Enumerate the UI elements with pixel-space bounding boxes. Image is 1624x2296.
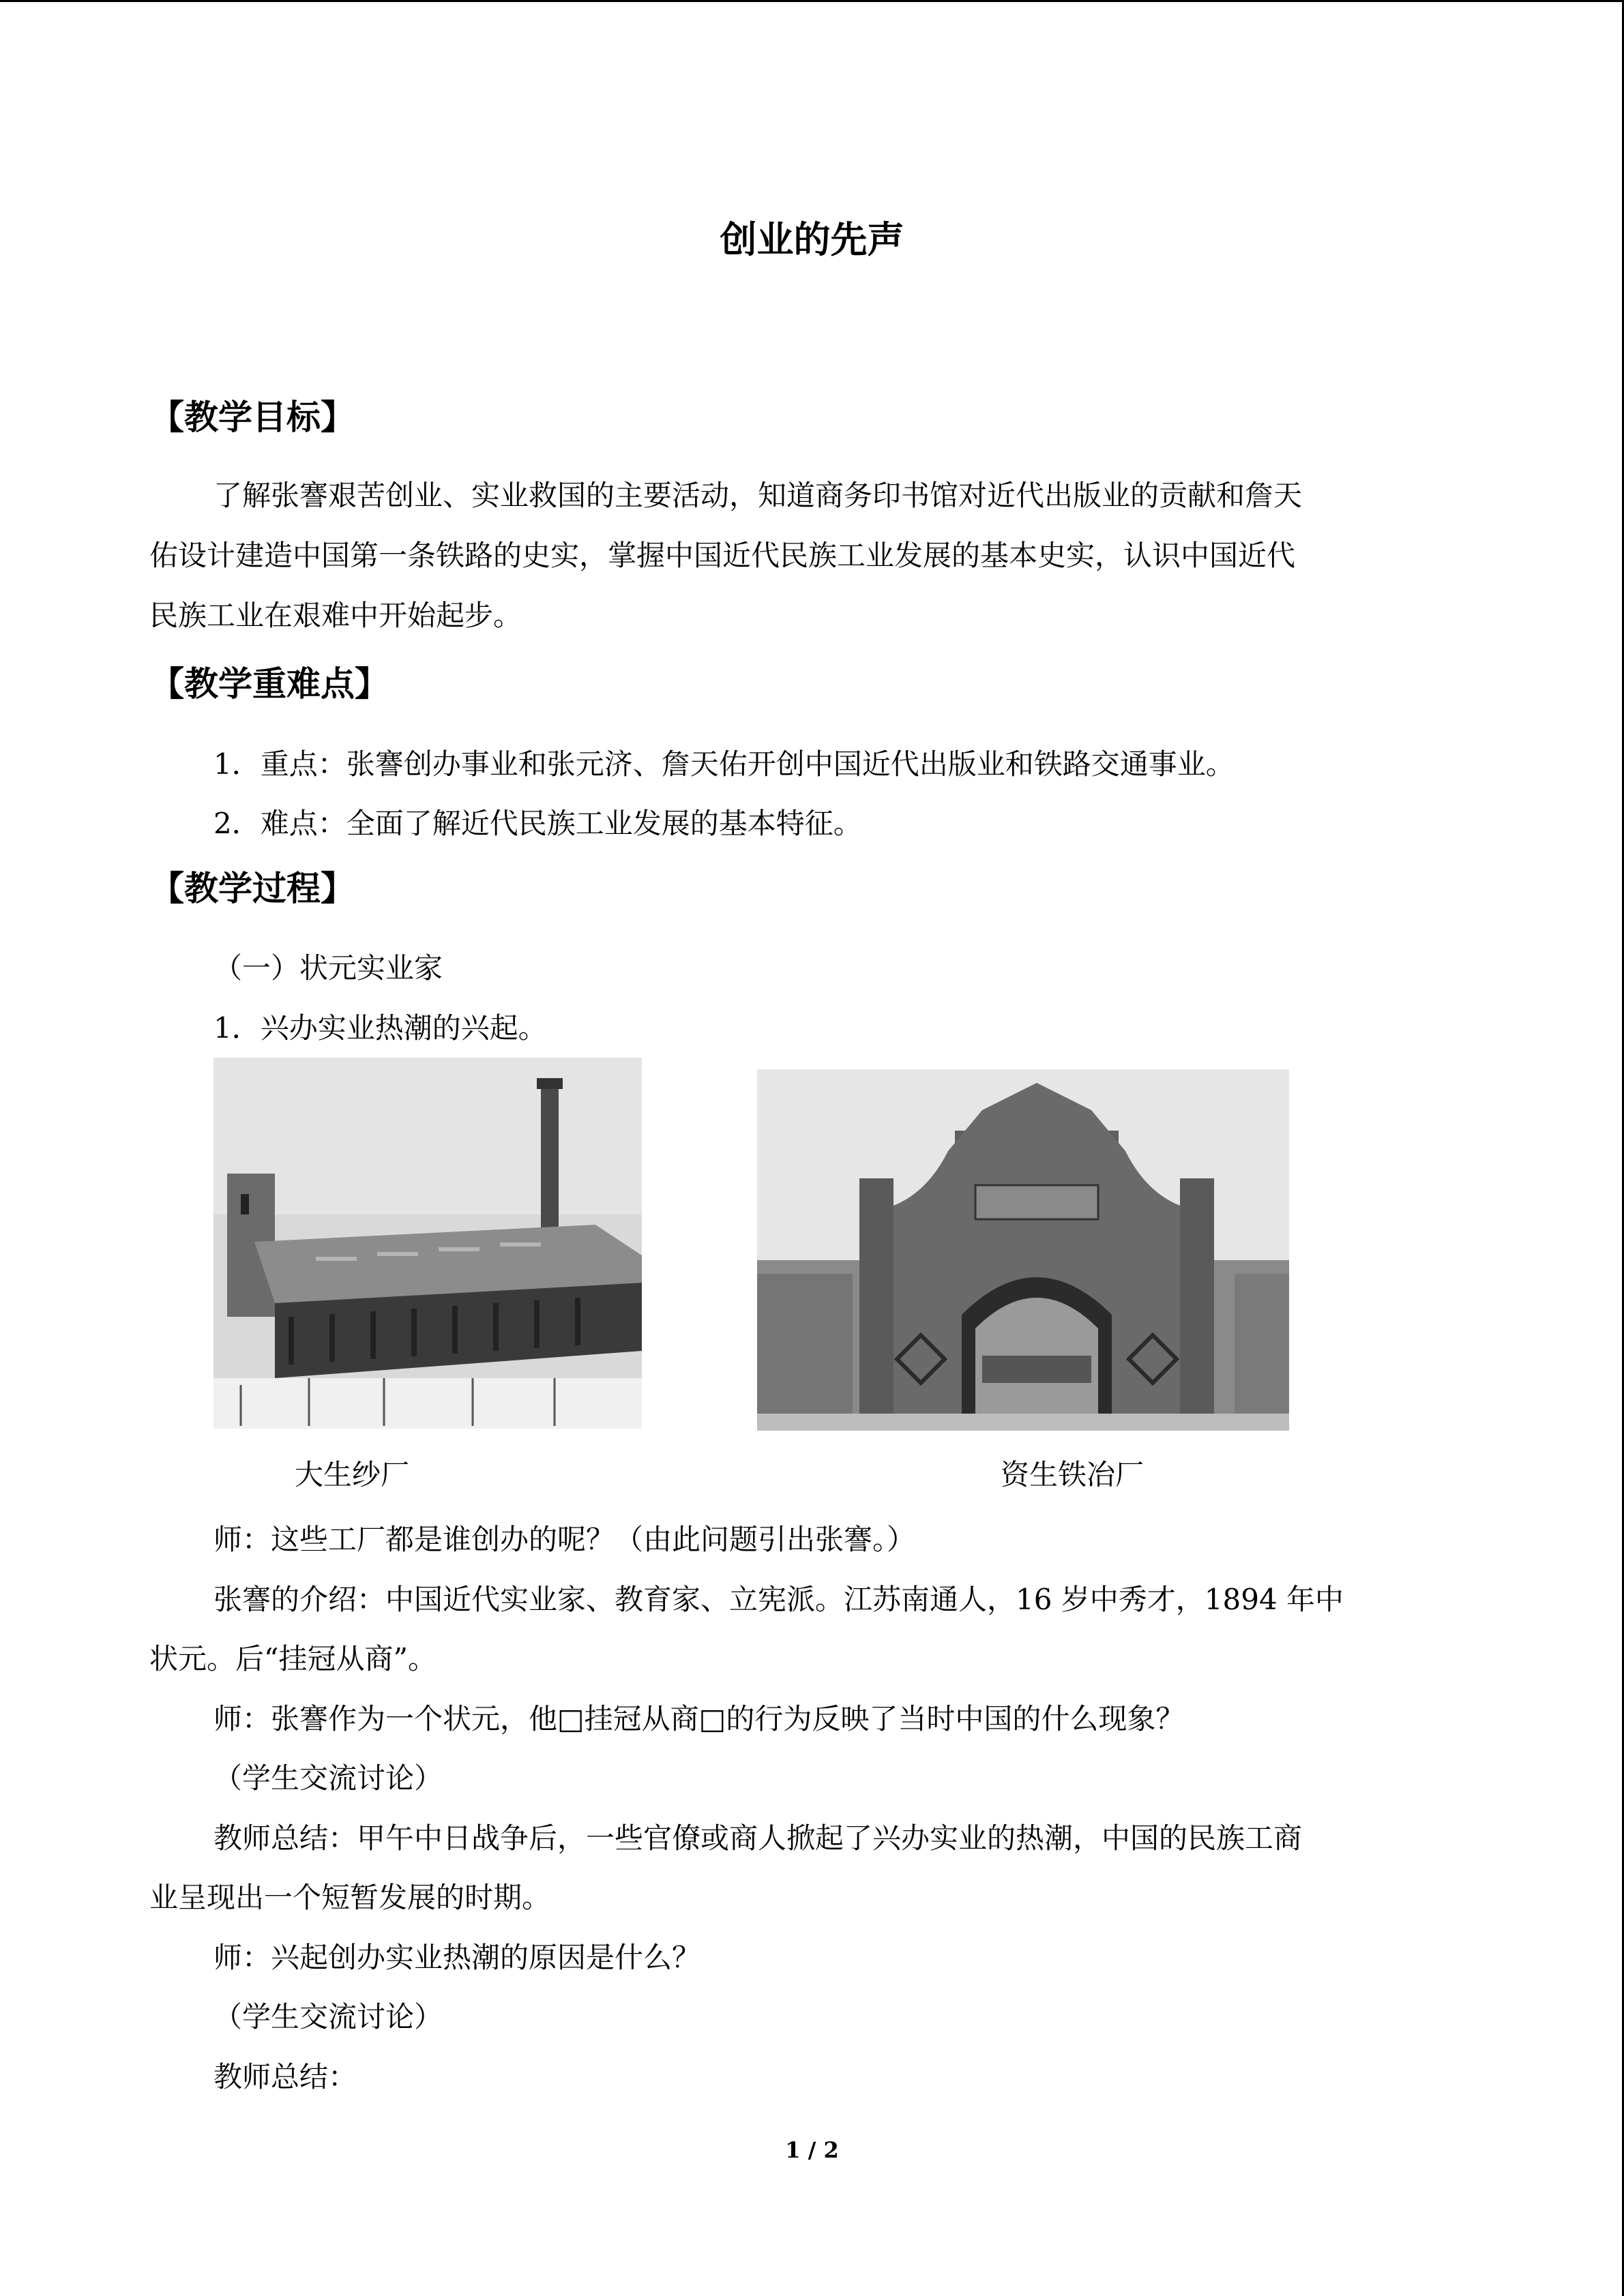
page-number: 1 / 2	[785, 2137, 839, 2163]
page-title: 创业的先声	[720, 218, 904, 261]
keypoint-2: 2．难点：全面了解近代民族工业发展的基本特征。	[213, 807, 862, 840]
body-p8: 教师总结：	[213, 2060, 357, 2093]
heading-process: 【教学过程】	[150, 869, 355, 908]
heading-goals: 【教学目标】	[150, 398, 355, 437]
caption-ironworks: 资生铁冶厂	[1001, 1458, 1145, 1491]
heading-keypoints: 【教学重难点】	[150, 664, 389, 704]
body-p5-line-1: 教师总结：甲午中日战争后，一些官僚或商人掀起了兴办实业的热潮，中国的民族工商	[213, 1821, 1303, 1855]
goals-line-1: 了解张謇艰苦创业、实业救国的主要活动，知道商务印书馆对近代出版业的贡献和詹天	[213, 479, 1303, 512]
process-sub-1: （一）状元实业家	[213, 951, 443, 985]
ironworks-photo	[757, 1069, 1289, 1431]
gate-image	[757, 1069, 1289, 1431]
body-p1: 师：这些工厂都是谁创办的呢？（由此问题引出张謇。）	[213, 1523, 916, 1556]
body-p6: 师：兴起创办实业热潮的原因是什么？	[213, 1941, 701, 1974]
body-p2-line-2: 状元。后“挂冠从商”。	[149, 1642, 437, 1675]
body-p7: （学生交流讨论）	[213, 2000, 443, 2033]
body-p3: 师：张謇作为一个状元，他□挂冠从商□的行为反映了当时中国的什么现象？	[213, 1702, 1185, 1735]
caption-mill: 大生纱厂	[295, 1458, 410, 1491]
factory-image	[213, 1058, 642, 1429]
goals-line-2: 佑设计建造中国第一条铁路的史实，掌握中国近代民族工业发展的基本史实，认识中国近代	[149, 539, 1296, 572]
process-sub-2: 1．兴办实业热潮的兴起。	[213, 1011, 547, 1045]
keypoint-1: 1．重点：张謇创办事业和张元济、詹天佑开创中国近代出版业和铁路交通事业。	[213, 747, 1235, 781]
body-p2-line-1: 张謇的介绍：中国近代实业家、教育家、立宪派。江苏南通人，16 岁中秀才，1894 年中	[213, 1583, 1344, 1616]
mill-photo	[213, 1058, 642, 1429]
body-p5-line-2: 业呈现出一个短暂发展的时期。	[149, 1881, 551, 1914]
body-p4: （学生交流讨论）	[213, 1761, 443, 1795]
goals-line-3: 民族工业在艰难中开始起步。	[149, 599, 522, 632]
